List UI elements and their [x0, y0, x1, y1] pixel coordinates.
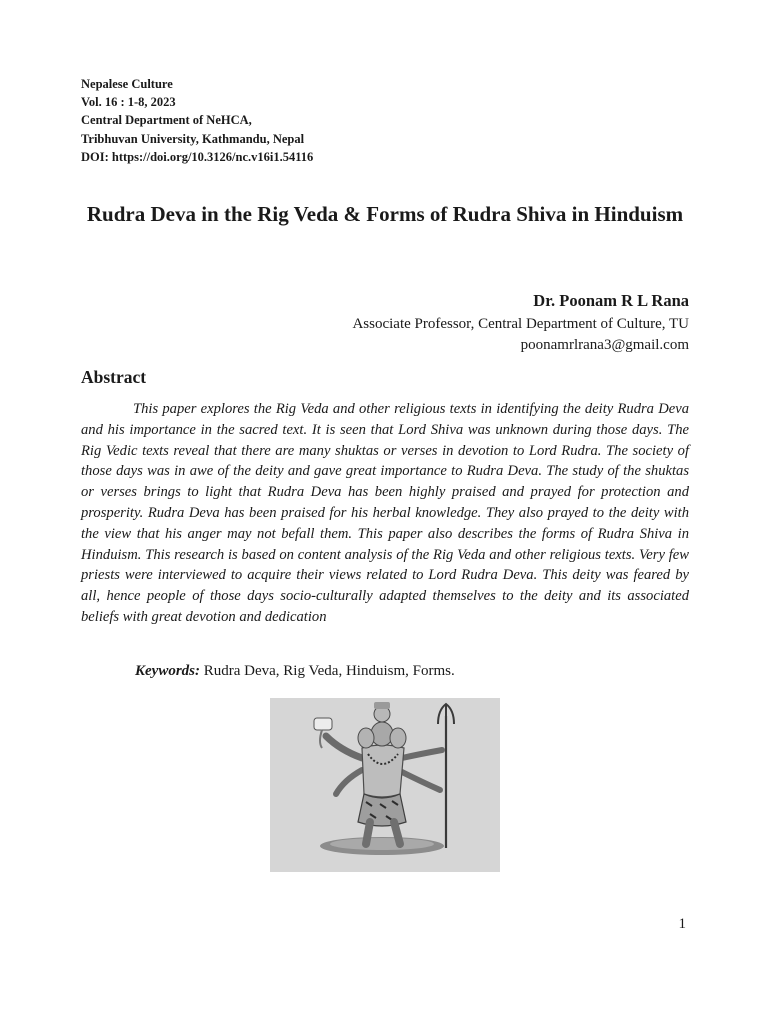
journal-university: Tribhuvan University, Kathmandu, Nepal [81, 131, 305, 146]
abstract-body: This paper explores the Rig Veda and other religious texts in identifying the deity Rudra Deva and his importance in the sacred text. It is seen that Lord Shiva was unknown during those days. The Rig Vedic texts reveal that there are many shuktas or verses in devotion to Lord Rudra. The society of those days was in awe of the deity and gave great importance to Rudra Deva. The study of the shuktas or verses brings to light that Rudra Deva has been highly praised and prayed for protection and prosperity. Rudra Deva has been praised for his herbal knowledge. They also prayed to the deity with the view that his anger may not befall them. This paper also describes the forms of Rudra Shiva in Hinduism. This research is based on content analysis of the Rig Veda and other religious texts. Very few priests were interviewed to acquire their views related to Lord Rudra Deva. This deity was feared by all, hence people of those days socio-culturally adapted themselves to the deity and its associated beliefs with great devotion and dedication [81, 401, 689, 625]
paper-title: Rudra Deva in the Rig Veda & Forms of Rudra Shiva in Hinduism [86, 202, 684, 226]
keywords-value: Rudra Deva, Rig Veda, Hinduism, Forms. [200, 663, 455, 679]
author-name: Dr. Poonam R L Rana [533, 291, 689, 310]
author-email: poonamrlrana3@gmail.com [520, 337, 689, 353]
page-number: 1 [678, 916, 686, 932]
author-block [352, 290, 689, 356]
journal-volume: Vol. 16 : 1-8, 2023 [81, 95, 176, 110]
journal-header [81, 75, 313, 166]
keywords-line [135, 663, 455, 680]
keywords-label: Keywords: [135, 663, 200, 679]
journal-doi: DOI: https://doi.org/10.3126/nc.v16i1.54116 [81, 149, 314, 164]
abstract-heading: Abstract [81, 367, 147, 387]
rudra-shiva-figure [270, 698, 500, 872]
rudra-shiva-illustration [270, 698, 500, 872]
journal-name: Nepalese Culture [81, 77, 173, 91]
author-affiliation: Associate Professor, Central Department of Culture, TU [352, 316, 689, 332]
journal-department: Central Department of NeHCA, [81, 113, 252, 128]
